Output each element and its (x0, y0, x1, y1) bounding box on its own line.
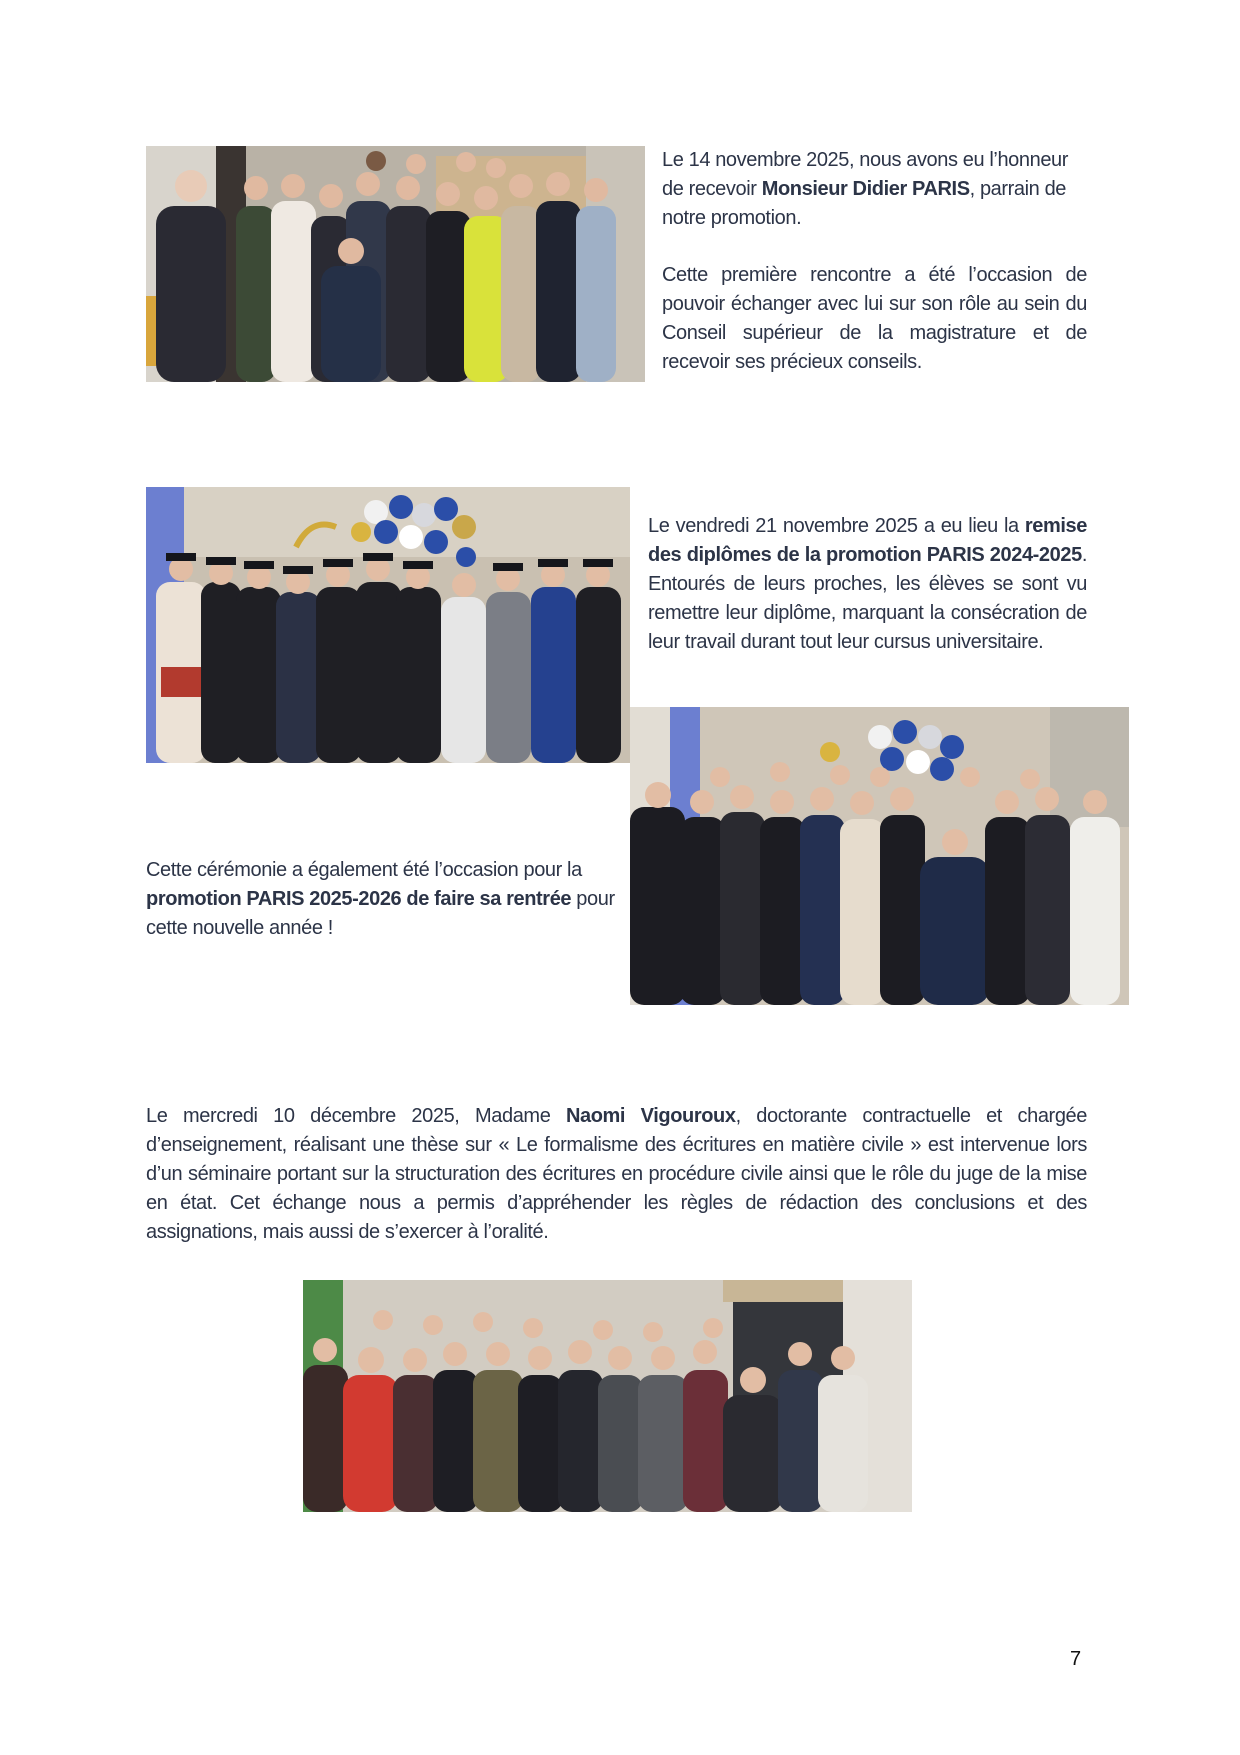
sponsor-name: Monsieur Didier PARIS (761, 178, 970, 200)
photo-graduation-ceremony (146, 487, 630, 763)
sponsor-meeting-paragraph: Cette première rencontre a été l’occasion de pouvoir échanger avec lui sur son rôle au sein du Conseil supérieur de la magistrature et de recevoir ses précieux conseils. (662, 264, 1087, 373)
sponsor-visit-paragraph: Le 14 novembre 2025, nous avons eu l’honneur de recevoir Monsieur Didier PARIS, parrain de notre promotion. (662, 149, 1069, 229)
graduation-highlight: remise des diplômes de la promotion PARIS 2024-2025 (648, 515, 1087, 566)
new-promotion-highlight: promotion PARIS 2025-2026 de faire sa rentrée (146, 888, 572, 910)
new-promotion-text (146, 856, 616, 943)
seminar-paragraph: Le mercredi 10 décembre 2025, Madame Naomi Vigouroux, doctorante contractuelle et chargée d’enseignement, réalisant une thèse sur « Le formalisme des écritures en matière civile » est intervenue lors d’un séminaire portant sur la structuration des écritures en procédure civile ainsi que le rôle du juge de la mise en état. Cet échange nous a permis d’appréhender les règles de rédaction des conclusions et des assignations, mais aussi de s’exercer à l’oralité. (146, 1105, 1087, 1243)
seminar-text (146, 1102, 1087, 1247)
graduation-text (648, 512, 1087, 657)
photo-new-promotion (630, 707, 1129, 1005)
page-number: 7 (1070, 1648, 1082, 1670)
photo-seminar-group (303, 1280, 912, 1512)
graduation-paragraph: Le vendredi 21 novembre 2025 a eu lieu la remise des diplômes de la promotion PARIS 2024-2025. Entourés de leurs proches, les élèves se sont vu remettre leur diplôme, marquant la consécration de leur travail durant tout leur cursus universitaire. (648, 515, 1087, 653)
new-promotion-paragraph: Cette cérémonie a également été l’occasion pour la promotion PARIS 2025-2026 de faire sa rentrée pour cette nouvelle année ! (146, 859, 615, 939)
sponsor-visit-text (662, 146, 1087, 377)
photo-sponsor-visit (146, 146, 645, 382)
speaker-name: Naomi Vigouroux (565, 1105, 736, 1127)
